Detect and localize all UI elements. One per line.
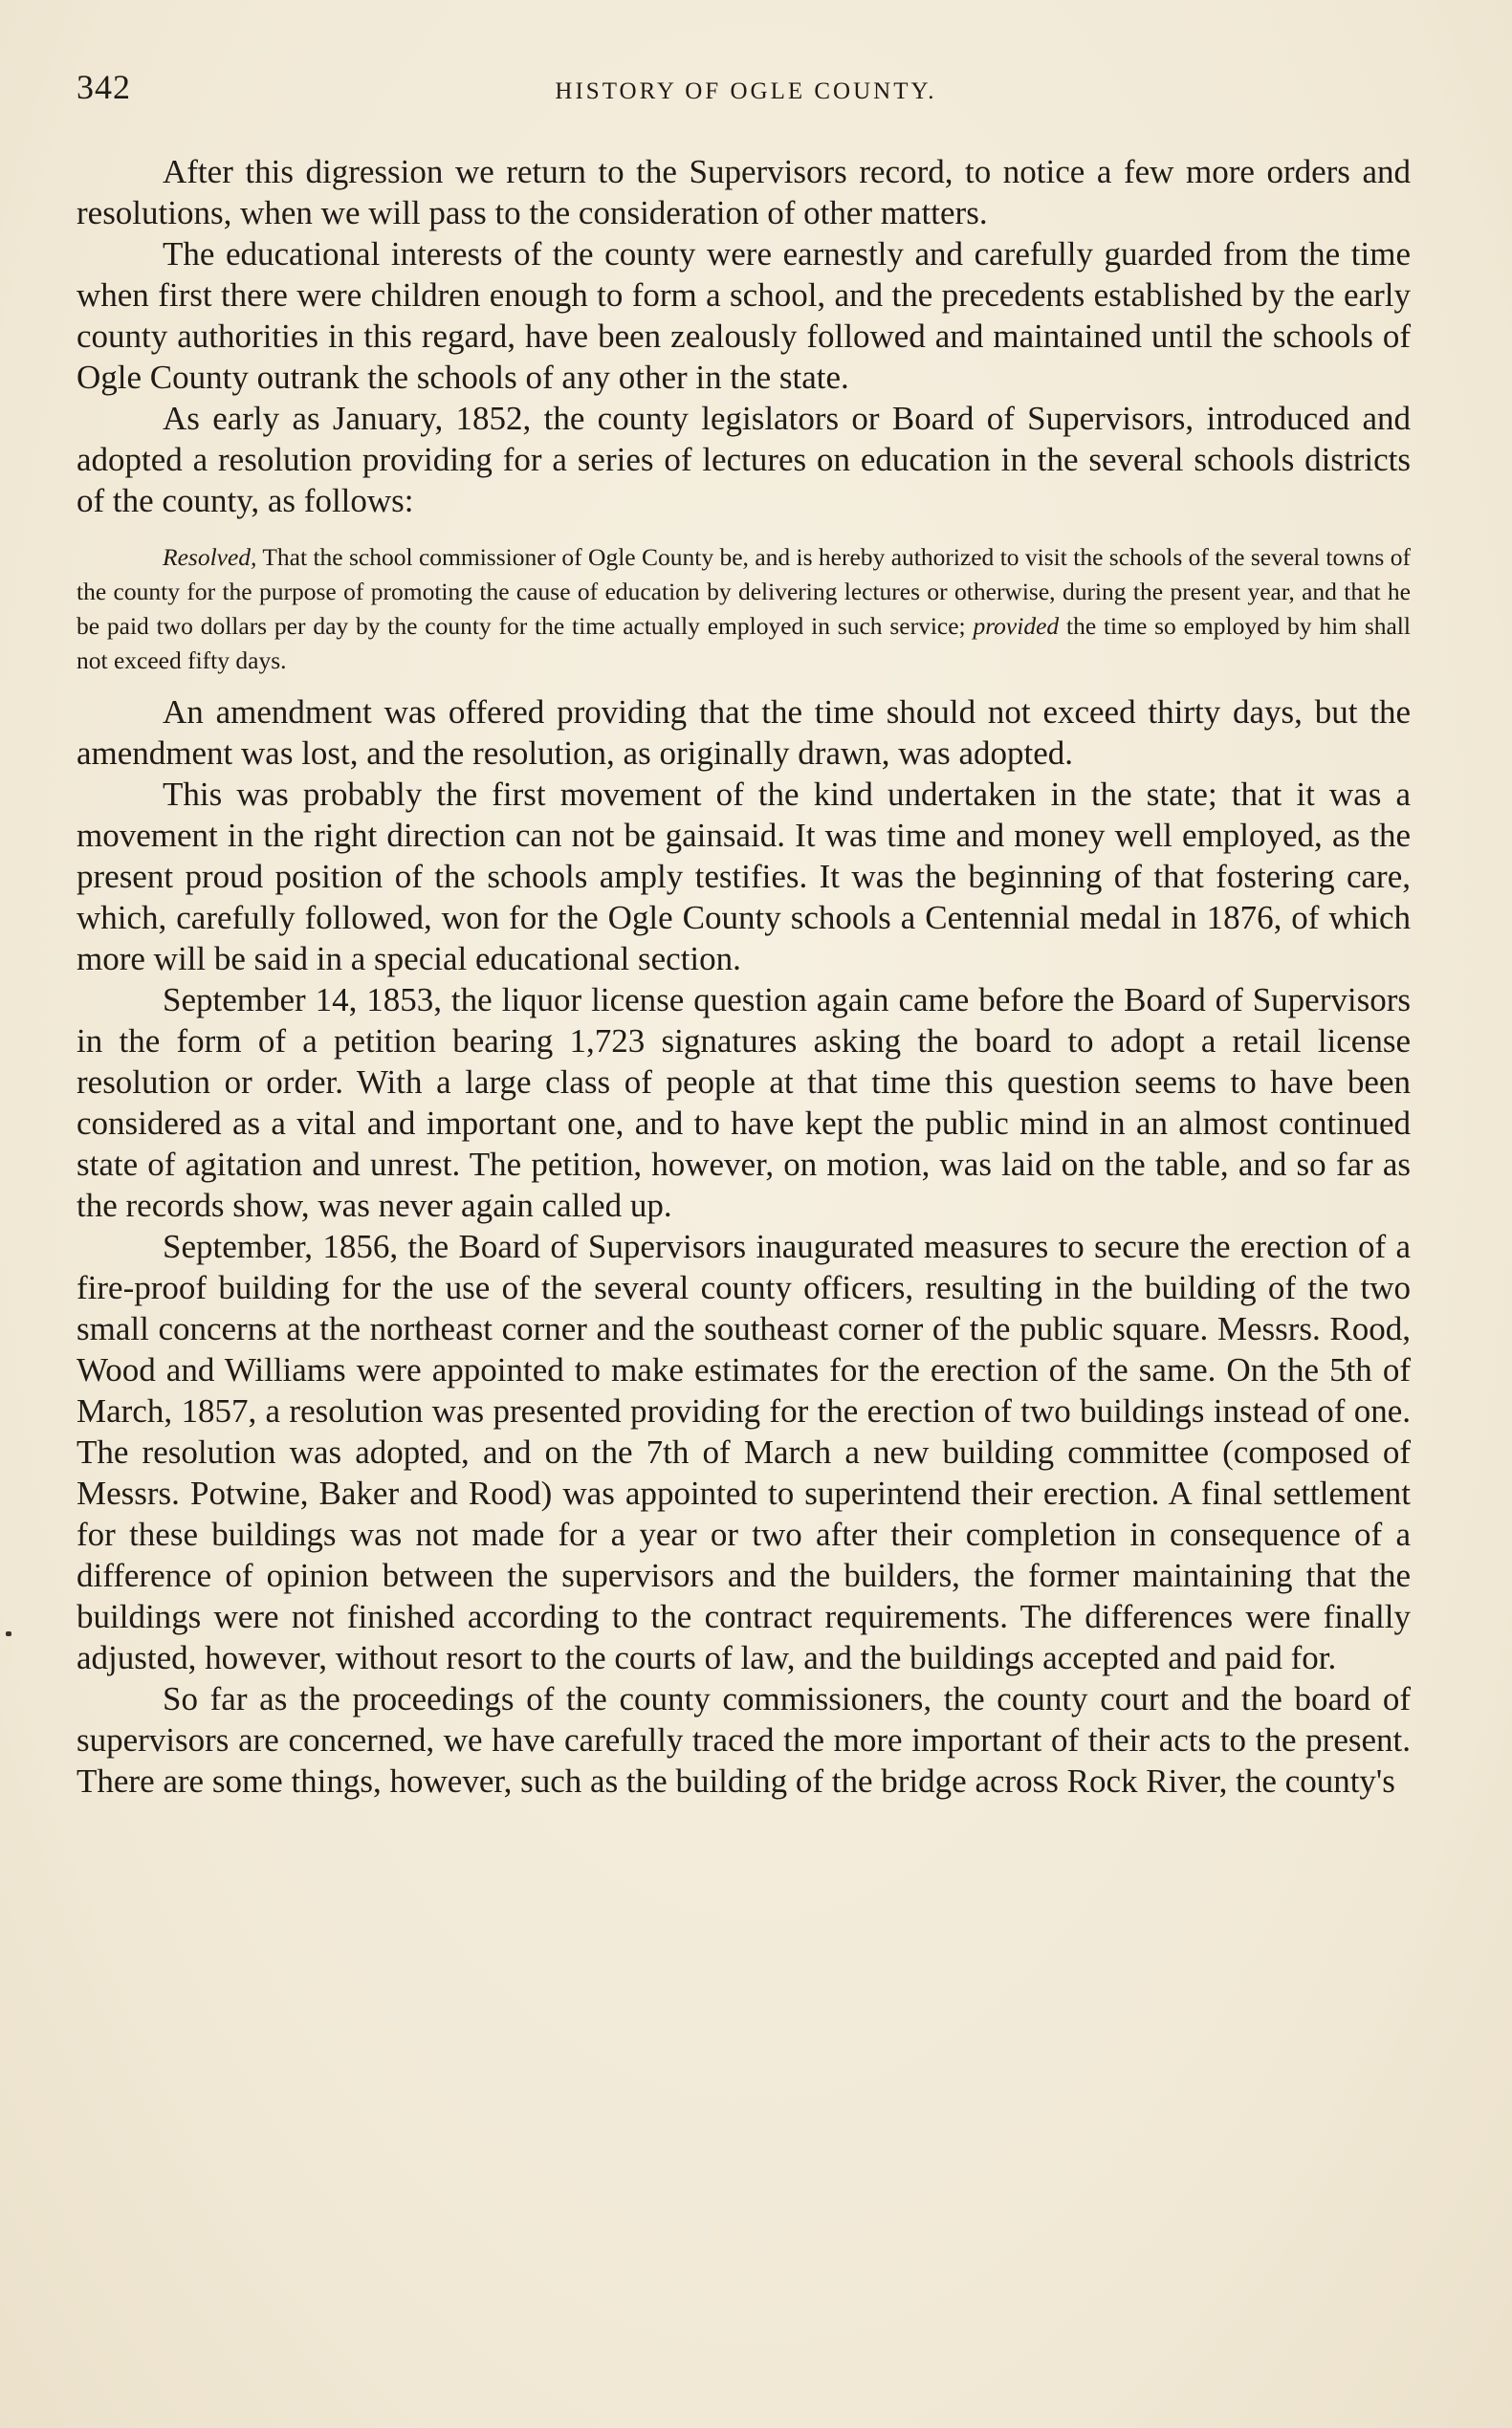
- paragraph-proceedings: So far as the proceedings of the county commissioners, the county court and the board of supervisors are concerned, we have carefully traced the more important of their acts to the present. There are some things, however, such as the building of the bridge across Rock River, the county's: [77, 1680, 1411, 1800]
- page-number: 342: [77, 68, 131, 106]
- margin-mark: [6, 1631, 11, 1636]
- paragraph-digression: After this digression we return to the Supervisors record, to notice a few more orders and resolutions, when we will pass to the consideration of other matters.: [77, 153, 1411, 231]
- quote-provided-label: provided: [973, 612, 1060, 640]
- paragraph-educational-interests: The educational interests of the county were earnestly and carefully guarded from the time when first there were children enough to form a school, and the precedents established by the early county authorities in this regard, have been zealously followed and maintained until the schools of Ogle County outrank the schools of any other in the state.: [77, 235, 1411, 396]
- running-title: HISTORY OF OGLE COUNTY.: [555, 78, 937, 104]
- page-header: [77, 67, 1415, 115]
- paragraph-first-movement: This was probably the first movement of the kind undertaken in the state; that it was a movement in the right direction can not be gainsaid. It was time and money well employed, as the present proud position of the schools amply testifies. It was the beginning of that fostering care, which, carefully followed, won for the Ogle County schools a Centennial medal in 1876, of which more will be said in a special educational section.: [77, 776, 1411, 977]
- paragraph-lectures-resolution: As early as January, 1852, the county legislators or Board of Supervisors, introduced and adopted a resolution providing for a series of lectures on education in the several schools districts of the county, as follows:: [77, 400, 1411, 519]
- paragraph-liquor-license: September 14, 1853, the liquor license question again came before the Board of Supervisors in the form of a petition bearing 1,723 signatures asking the board to adopt a retail license resolution or order. With a large class of people at that time this question seems to have been considered as a vital and important one, and to have kept the public mind in an almost continued state of agitation and unrest. The petition, however, on motion, was laid on the table, and so far as the records show, was never again called up.: [77, 981, 1411, 1224]
- quote-resolved-label: Resolved,: [163, 543, 257, 571]
- resolution-quote: [77, 540, 1411, 678]
- quote-text-part2: the time so employed by him shall not exceed fifty days.: [77, 612, 1411, 674]
- paragraph-amendment: An amendment was offered providing that the time should not exceed thirty days, but the amendment was lost, and the resolution, as originally drawn, was adopted.: [77, 693, 1411, 772]
- paragraph-fire-proof-building: September, 1856, the Board of Supervisors inaugurated measures to secure the erection of a fire-proof building for the use of the several county officers, resulting in the building of the two small concerns at the northeast corner and the southeast corner of the public square. Messrs. Rood, Wood and Williams were appointed to make estimates for the erection of the same. On the 5th of March, 1857, a resolution was presented providing for the erection of two buildings instead of one. The resolution was adopted, and on the 7th of March a new building committee (composed of Messrs. Potwine, Baker and Rood) was appointed to superintend their erection. A final settlement for these buildings was not made for a year or two after their completion in consequence of a difference of opinion between the supervisors and the builders, the former maintaining that the buildings were not finished according to the contract requirements. The differences were finally adjusted, however, without resort to the courts of law, and the buildings accepted and paid for.: [77, 1228, 1411, 1676]
- quote-text-part1: That the school commissioner of Ogle County be, and is hereby authorized to visit the schools of the several towns of the county for the purpose of promoting the cause of education by delivering lectures or otherwise, during the present year, and that he be paid two dollars per day by the county for the time actually employed in such service;: [77, 543, 1411, 640]
- page-body: [77, 151, 1411, 1802]
